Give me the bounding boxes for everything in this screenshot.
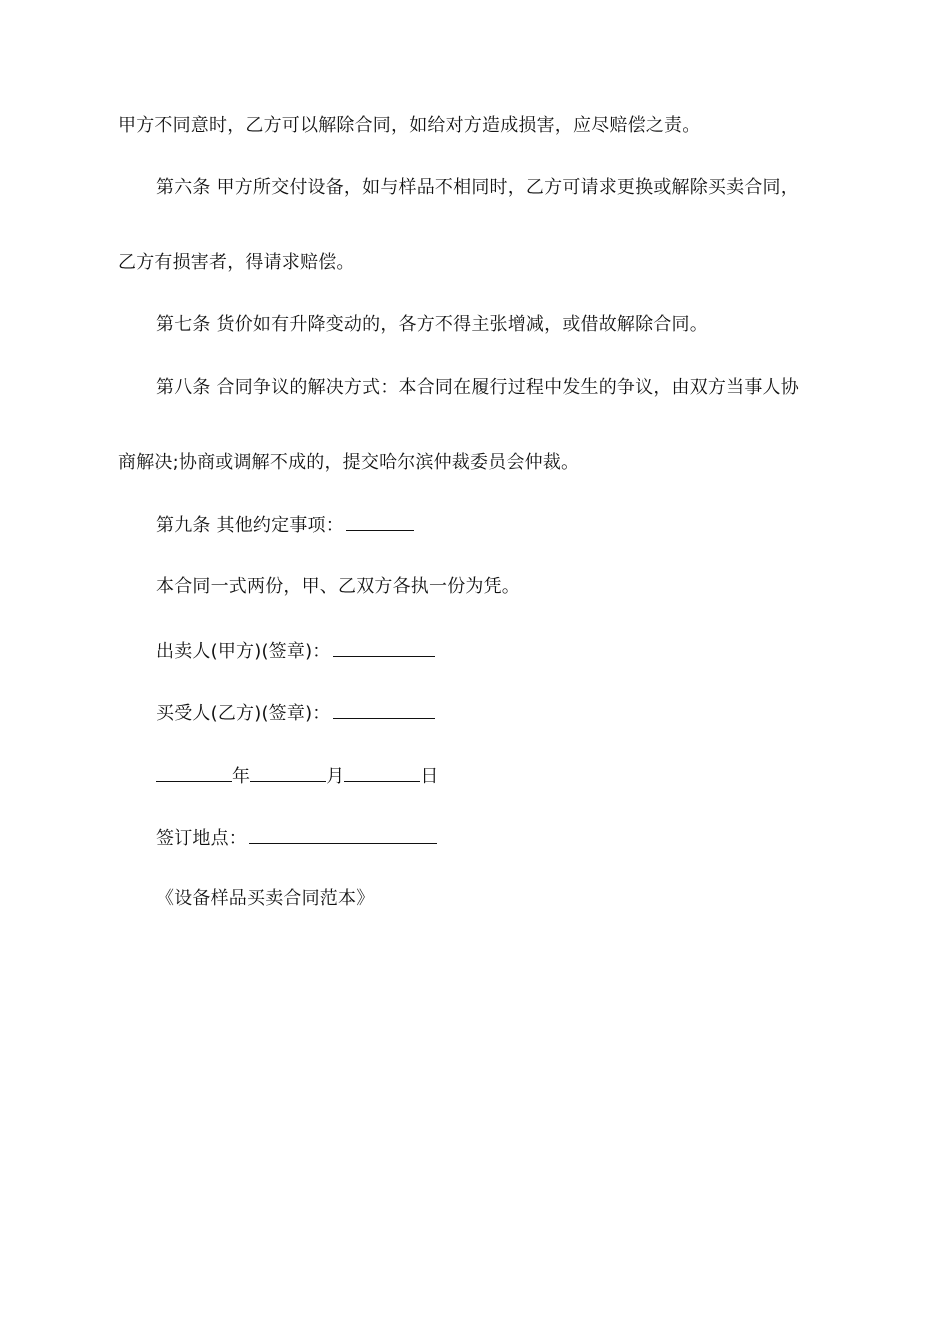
- article-nine-line: [156, 512, 414, 538]
- signing-place-label: 签订地点：: [156, 828, 247, 849]
- article-eight-line: [156, 376, 799, 400]
- buyer-label: 买受人(乙方)(签章)：: [156, 703, 331, 724]
- signing-place-blank: [249, 825, 437, 844]
- other-terms-blank: [346, 512, 414, 531]
- paragraph-text: 商解决;协商或调解不成的，提交哈尔滨仲裁委员会仲裁。: [118, 452, 580, 473]
- month-label: 月: [326, 766, 345, 787]
- paragraph-text: 第八条 合同争议的解决方式：本合同在履行过程中发生的争议，由双方当事人协: [156, 377, 799, 398]
- buyer-signature-blank: [333, 700, 435, 719]
- day-label: 日: [420, 766, 439, 787]
- signing-place-line: [156, 825, 437, 851]
- article-six-line: [156, 176, 799, 200]
- article-seven-line: [156, 313, 708, 337]
- paragraph-line: [118, 114, 700, 138]
- day-blank: [344, 763, 420, 782]
- buyer-signature-line: [156, 700, 435, 726]
- seller-label: 出卖人(甲方)(签章)：: [156, 641, 331, 662]
- month-blank: [250, 763, 326, 782]
- seller-signature-blank: [333, 638, 435, 657]
- paragraph-text: 甲方不同意时，乙方可以解除合同，如给对方造成损害，应尽赔偿之责。: [118, 115, 701, 136]
- date-line: [156, 763, 439, 789]
- paragraph-text: 第六条 甲方所交付设备，如与样品不相同时，乙方可请求更换或解除买卖合同，: [156, 177, 799, 198]
- paragraph-text: 第七条 货价如有升降变动的，各方不得主张增减，或借故解除合同。: [156, 314, 708, 335]
- paragraph-text: 第九条 其他约定事项：: [156, 515, 344, 536]
- copies-line: [156, 575, 520, 599]
- document-title: 《设备样品买卖合同范本》: [156, 888, 375, 909]
- seller-signature-line: [156, 638, 435, 664]
- paragraph-text: 本合同一式两份，甲、乙双方各执一份为凭。: [156, 576, 520, 597]
- paragraph-line: [118, 251, 355, 275]
- year-blank: [156, 763, 232, 782]
- document-title-line: [156, 887, 374, 911]
- year-label: 年: [232, 766, 251, 787]
- paragraph-text: 乙方有损害者，得请求赔偿。: [118, 252, 355, 273]
- paragraph-line: [118, 451, 579, 475]
